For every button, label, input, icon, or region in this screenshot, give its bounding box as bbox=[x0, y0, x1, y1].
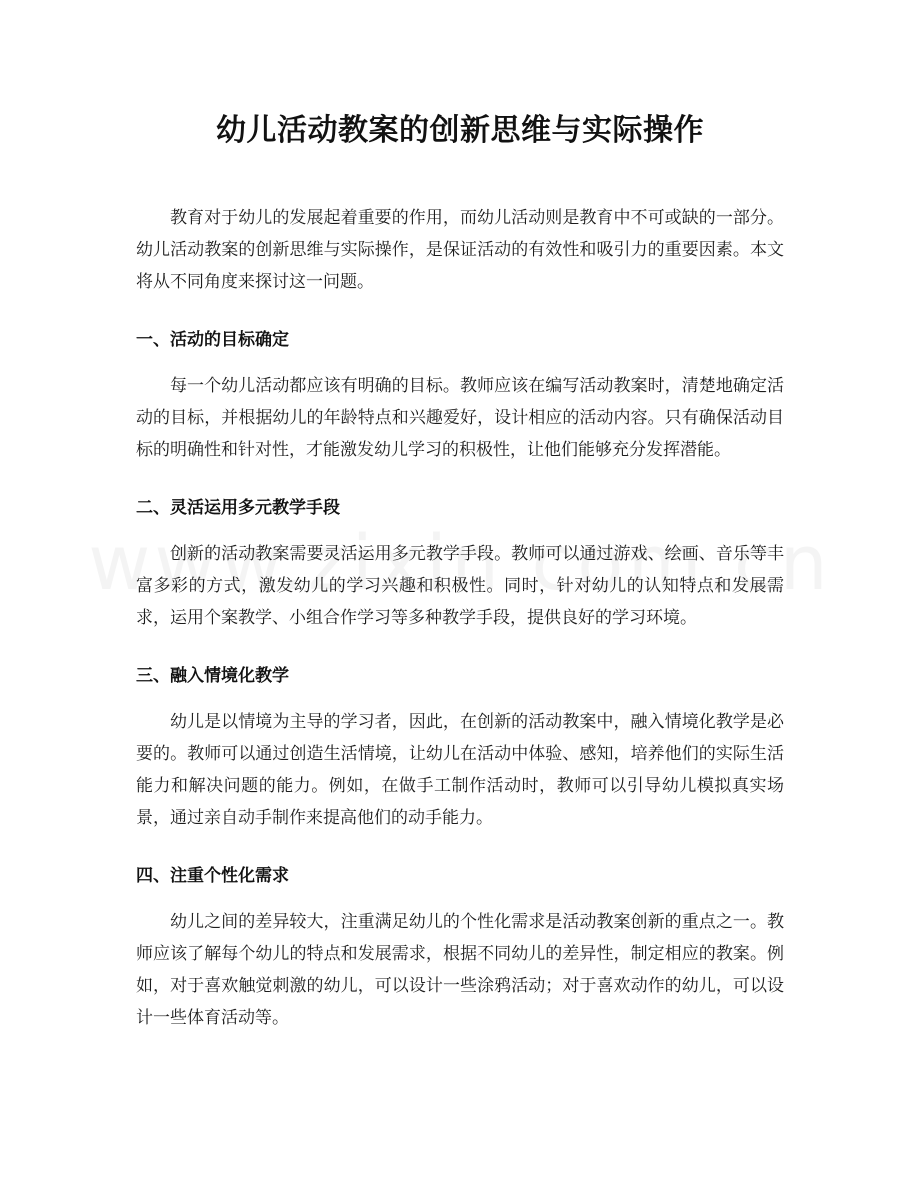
section-heading-1: 一、活动的目标确定 bbox=[136, 330, 289, 350]
section-heading-2: 二、灵活运用多元教学手段 bbox=[136, 498, 340, 518]
section-heading-3: 三、融入情境化教学 bbox=[136, 666, 289, 686]
section-body-3: 幼儿是以情境为主导的学习者，因此，在创新的活动教案中，融入情境化教学是必要的。教师可以通过创造生活情境，让幼儿在活动中体验、感知，培养他们的实际生活能力和解决问题的能力。例如，在做手工制作活动时，教师可以引导幼儿模拟真实场景，通过亲自动手制作来提高他们的动手能力。 bbox=[136, 712, 784, 828]
intro-paragraph: 教育对于幼儿的发展起着重要的作用，而幼儿活动则是教育中不可或缺的一部分。幼儿活动教案的创新思维与实际操作，是保证活动的有效性和吸引力的重要因素。本文将从不同角度来探讨这一问题。 bbox=[136, 208, 784, 292]
section-body-2: 创新的活动教案需要灵活运用多元教学手段。教师可以通过游戏、绘画、音乐等丰富多彩的方式，激发幼儿的学习兴趣和积极性。同时，针对幼儿的认知特点和发展需求，运用个案教学、小组合作学习等多种教学手段，提供良好的学习环境。 bbox=[136, 544, 784, 628]
section-heading-4: 四、注重个性化需求 bbox=[136, 866, 289, 886]
document-title: 幼儿活动教案的创新思维与实际操作 bbox=[216, 113, 704, 148]
section-body-4: 幼儿之间的差异较大，注重满足幼儿的个性化需求是活动教案创新的重点之一。教师应该了解每个幼儿的特点和发展需求，根据不同幼儿的差异性，制定相应的教案。例如，对于喜欢触觉刺激的幼儿，可以设计一些涂鸦活动；对于喜欢动作的幼儿，可以设计一些体育活动等。 bbox=[136, 912, 784, 1028]
section-body-1: 每一个幼儿活动都应该有明确的目标。教师应该在编写活动教案时，清楚地确定活动的目标，并根据幼儿的年龄特点和兴趣爱好，设计相应的活动内容。只有确保活动目标的明确性和针对性，才能激发幼儿学习的积极性，让他们能够充分发挥潜能。 bbox=[136, 376, 784, 460]
